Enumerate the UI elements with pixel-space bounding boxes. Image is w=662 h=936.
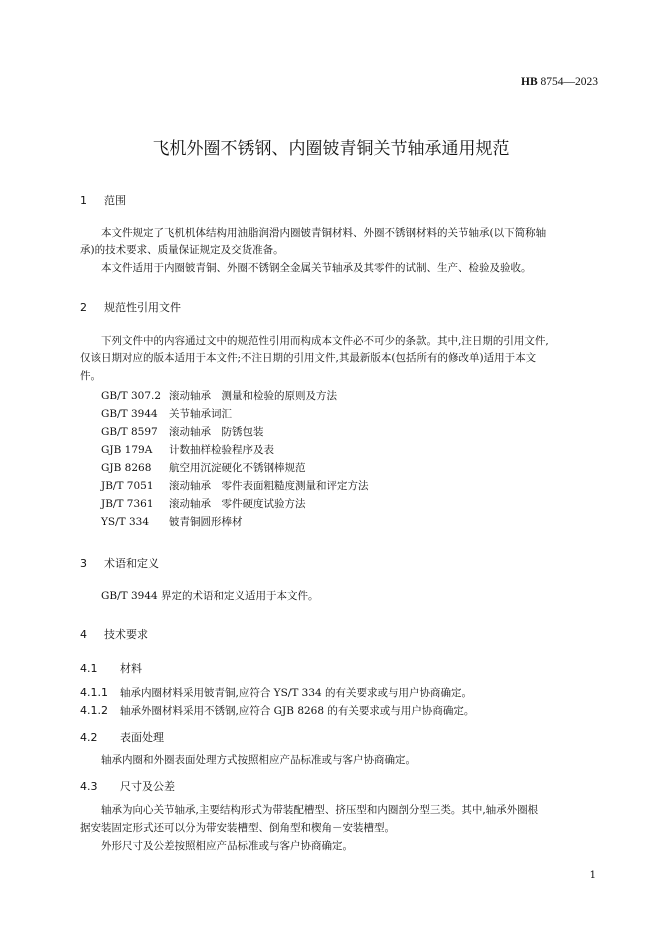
section-4-3-number: 4.3: [80, 780, 98, 793]
section-4-2-paragraph: 轴承内圈和外圈表面处理方式按照相应产品标准或与客户协商确定。: [101, 754, 416, 766]
document-title: 飞机外圈不锈钢、内圈铍青铜关节轴承通用规范: [152, 139, 510, 159]
reference-item: [101, 496, 306, 513]
reference-item: [101, 514, 243, 531]
section-4-1-title: 材料: [120, 662, 142, 675]
reference-item: [101, 442, 274, 459]
reference-name: 铍青铜圆形棒材: [169, 516, 243, 528]
reference-item: [101, 406, 232, 423]
item-4-1-1-text: 轴承内圈材料采用铍青铜,应符合 YS/T 334 的有关要求或与用户协商确定。: [120, 687, 473, 699]
reference-item: [101, 460, 306, 477]
document-code-number: 8754—2023: [537, 76, 598, 88]
section-4-3-heading: [80, 778, 175, 794]
section-2-title: 规范性引用文件: [104, 301, 181, 314]
section-3-heading: [80, 555, 159, 571]
document-code: [521, 76, 598, 88]
reference-code: JB/T 7361: [101, 498, 154, 510]
reference-item: [101, 424, 264, 441]
section-3-number: 3: [80, 557, 87, 570]
item-4-1-1-number: 4.1.1: [80, 686, 108, 699]
reference-code: JB/T 7051: [101, 480, 154, 492]
reference-code: GJB 179A: [101, 444, 153, 456]
document-code-prefix: HB: [521, 76, 538, 88]
reference-code: YS/T 334: [101, 516, 150, 528]
section-3-paragraph: GB/T 3944 界定的术语和定义适用于本文件。: [101, 590, 319, 602]
item-4-1-1: [80, 684, 472, 702]
reference-code: GB/T 3944: [101, 408, 158, 420]
reference-name: 计数抽样检验程序及表: [169, 444, 274, 456]
section-1-title: 范围: [104, 194, 126, 207]
item-4-1-2: [80, 702, 474, 720]
section-4-1-heading: [80, 660, 142, 676]
reference-name: 滚动轴承 零件表面粗糙度测量和评定方法: [169, 480, 369, 492]
reference-item: [101, 478, 369, 495]
section-2-paragraph-line-3: 件。: [80, 370, 101, 382]
section-4-3-paragraph-2: 外形尺寸及公差按照相应产品标准或与客户协商确定。: [101, 840, 353, 852]
section-1-paragraph-2: 本文件适用于内圈铍青铜、外圈不锈钢全金属关节轴承及其零件的试制、生产、检验及验收。: [101, 262, 532, 274]
section-2-heading: [80, 299, 181, 315]
section-4-2-title: 表面处理: [120, 731, 164, 744]
section-4-3-paragraph-1-line-2: 据安装固定形式还可以分为带安装槽型、倒角型和楔角－安装槽型。: [80, 822, 395, 834]
section-4-2-number: 4.2: [80, 731, 98, 744]
reference-item: [101, 388, 337, 405]
section-4-heading: [80, 626, 148, 642]
reference-name: 滚动轴承 零件硬度试验方法: [169, 498, 306, 510]
page-number: 1: [589, 870, 596, 881]
section-2-paragraph-line-2: 仅该日期对应的版本适用于本文件;不注日期的引用文件,其最新版本(包括所有的修改单)适用于本文: [80, 352, 537, 364]
section-2-number: 2: [80, 301, 87, 314]
section-4-1-number: 4.1: [80, 662, 98, 675]
section-1-number: 1: [80, 194, 87, 207]
reference-name: 航空用沉淀硬化不锈钢棒规范: [169, 462, 306, 474]
section-3-title: 术语和定义: [104, 557, 159, 570]
section-1-paragraph-1-line-2: 承)的技术要求、质量保证规定及交货准备。: [80, 244, 284, 256]
reference-code: GB/T 307.2: [101, 390, 162, 402]
reference-name: 关节轴承词汇: [169, 408, 232, 420]
section-2-paragraph-line-1: 下列文件中的内容通过文中的规范性引用而构成本文件必不可少的条款。其中,注日期的引用文件,: [101, 335, 549, 347]
reference-code: GJB 8268: [101, 462, 152, 474]
section-4-2-heading: [80, 729, 164, 745]
reference-name: 滚动轴承 防锈包装: [169, 426, 264, 438]
reference-code: GB/T 8597: [101, 426, 158, 438]
section-4-3-title: 尺寸及公差: [120, 780, 175, 793]
section-1-paragraph-1-line-1: 本文件规定了飞机机体结构用油脂润滑内圈铍青铜材料、外圈不锈钢材料的关节轴承(以下简称轴: [101, 227, 547, 239]
reference-name: 滚动轴承 测量和检验的原则及方法: [169, 390, 337, 402]
item-4-1-2-number: 4.1.2: [80, 704, 108, 717]
section-4-3-paragraph-1-line-1: 轴承为向心关节轴承,主要结构形式为带装配槽型、挤压型和内圈剖分型三类。其中,轴承外圈根: [101, 804, 539, 816]
item-4-1-2-text: 轴承外圈材料采用不锈钢,应符合 GJB 8268 的有关要求或与用户协商确定。: [120, 705, 475, 717]
section-1-heading: [80, 192, 126, 208]
section-4-number: 4: [80, 628, 87, 641]
section-4-title: 技术要求: [104, 628, 148, 641]
